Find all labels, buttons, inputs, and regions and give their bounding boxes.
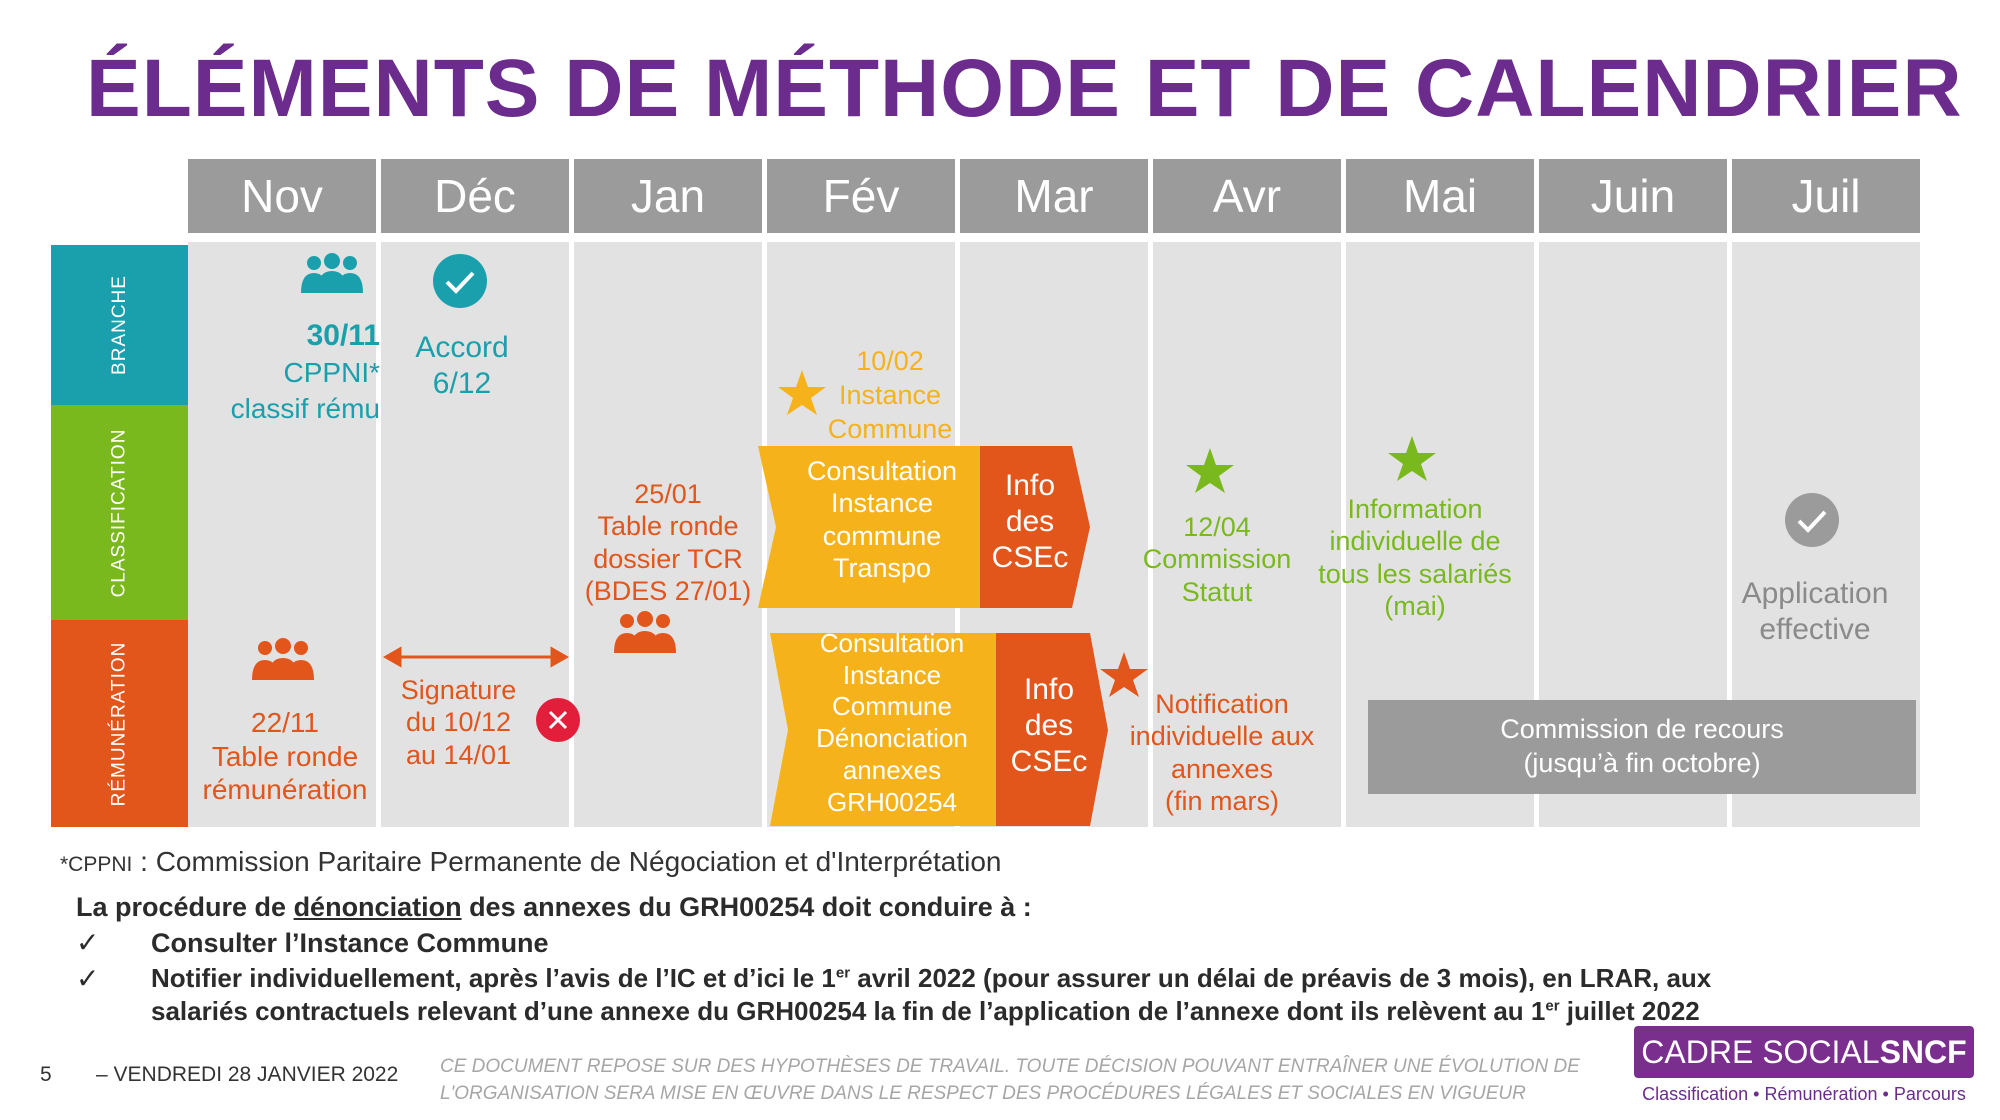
table-ronde-tcr: 25/01 Table ronde dossier TCR (BDES 27/01) [584,479,752,607]
cadre-social-logo: CADRE SOCIAL SNCF [1634,1026,1974,1078]
page-number: 5 [40,1063,52,1086]
consultation-transpo-text: Consultation Instance commune Transpo [806,456,958,584]
month-header-jul: Juil [1732,159,1920,233]
footnote: *CPPNI : Commission Paritaire Permanente de Négociation et d'Interprétation [60,846,1002,877]
check-circle-icon [1785,493,1839,547]
procedure-item-2: Notifier individuellement, après l’avis de l’IC et d’ici le 1er avril 2022 (pour assurer un délai de préavis de 3 mois), en LRAR, aux [151,963,1712,993]
check-icon: ✓ [76,927,100,958]
commission-statut: 12/04 Commission Statut [1142,512,1292,607]
row-label-classification: CLASSIFICATION [51,405,188,620]
commission-recours-box: Commission de recours (jusqu’à fin octobre) [1368,700,1916,794]
procedure-item-2-cont: salariés contractuels relevant d’une annexe du GRH00254 la fin de l’application de l’annexe dont ils relèvent au 1er juillet 2022 [151,996,1700,1026]
notification-annexes: Notification individuelle aux annexes (fin mars) [1129,689,1315,817]
cross-circle-icon [536,698,580,742]
group-icon [301,253,363,293]
cppni-subject: classif rému [230,393,380,424]
footer-date: – VENDREDI 28 JANVIER 2022 [96,1063,399,1086]
double-arrow-icon [386,649,566,665]
information-salaries: Information individuelle de tous les salariés (mai) [1318,494,1512,622]
check-icon: ✓ [76,963,100,994]
month-header-feb: Fév [767,159,955,233]
star-icon [1388,436,1436,481]
instance-date: 10/02 [856,346,924,376]
signature-period: Signature du 10/12 au 14/01 [400,675,517,770]
month-header-mar: Mar [960,159,1148,233]
instance-line1: Instance [838,380,942,410]
group-icon [252,638,314,680]
month-header-apr: Avr [1153,159,1341,233]
logo-tagline: Classification • Rémunération • Parcours [1642,1084,1966,1104]
instance-line2: Commune [827,414,953,444]
info-cse-text: Info des CSEc [991,469,1069,574]
consultation-denonciation-text: Consultation Instance Commune Dénonciation annexes GRH00254 [816,628,968,817]
month-header-jan: Jan [574,159,762,233]
procedure-intro: La procédure de dénonciation des annexes du GRH00254 doit conduire à : [76,892,1032,922]
month-header-dec: Déc [381,159,569,233]
row-label-remuneration: RÉMUNÉRATION [51,620,188,827]
month-header-nov: Nov [188,159,376,233]
cppni-date: 30/11 [306,319,380,352]
info-cse-text: Info des CSEc [1010,673,1088,778]
star-icon [1186,448,1234,493]
star-icon [778,370,826,415]
page-title: ÉLÉMENTS DE MÉTHODE ET DE CALENDRIER [86,43,1963,134]
accord-date: 6/12 [432,367,492,400]
cppni-label: CPPNI* [283,357,380,388]
procedure-item-1: Consulter l’Instance Commune [151,928,549,958]
table-ronde-remuneration: 22/11 Table ronde rémunération [202,707,368,806]
disclaimer: CE DOCUMENT REPOSE SUR DES HYPOTHÈSES DE TRAVAIL. TOUTE DÉCISION POUVANT ENTRAÎNER UNE ÉVOLUTION DE L'ORGANISATION SERA MISE EN ŒUVRE DANS LE RESPECT DES PROCÉDURES LÉGALES ET SOCIALES EN VIGUEUR [440,1056,1580,1104]
month-header-jun: Juin [1539,159,1727,233]
application-effective: Application effective [1741,577,1889,646]
month-header-may: Mai [1346,159,1534,233]
check-circle-icon [433,254,487,308]
group-icon [614,611,676,653]
accord-label: Accord [415,331,509,364]
row-label-branche: BRANCHE [51,245,188,405]
